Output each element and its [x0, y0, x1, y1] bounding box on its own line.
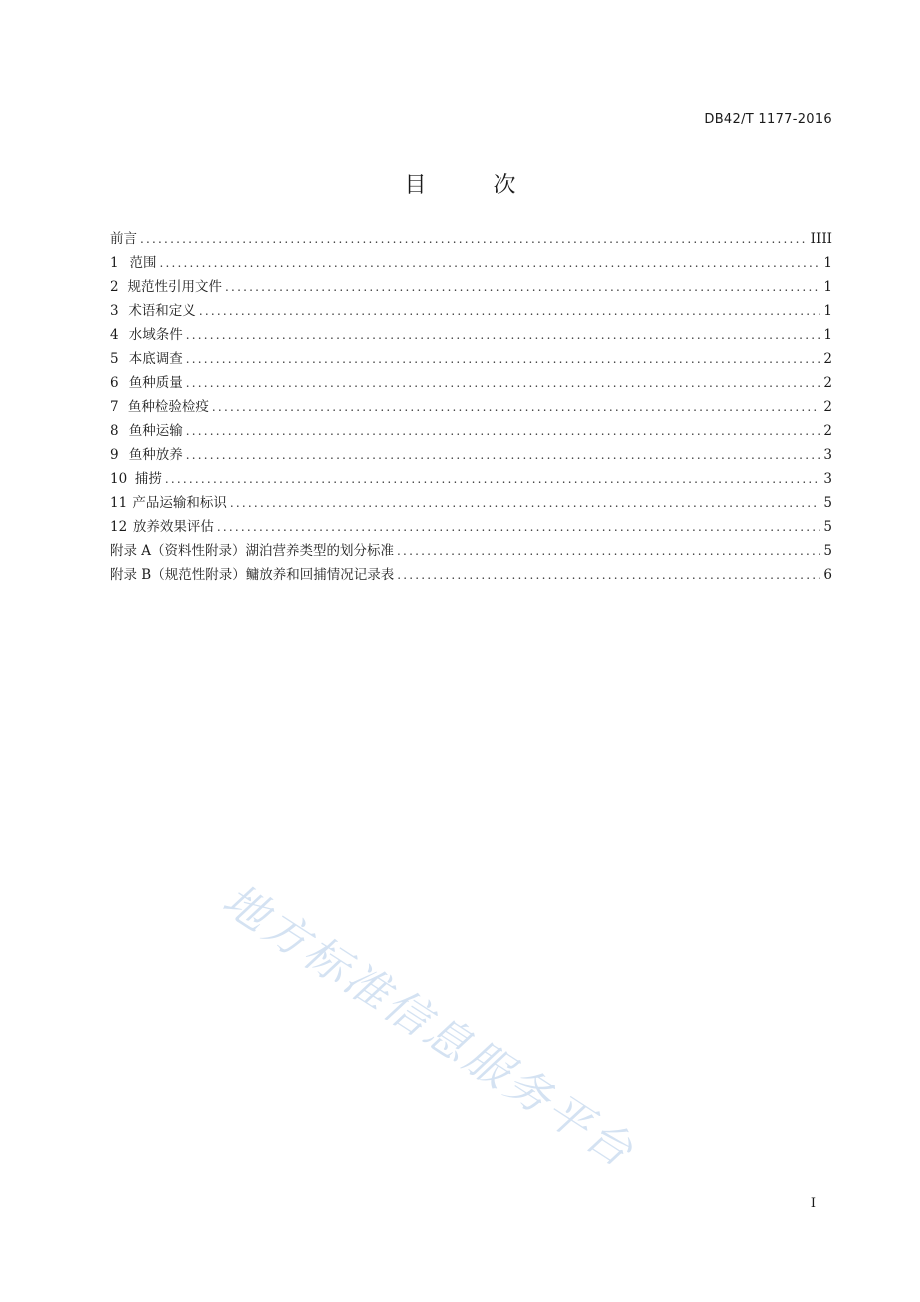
toc-entry-8[interactable]: [110, 419, 832, 443]
toc-entry-label: 规范性引用文件: [127, 279, 223, 295]
toc-leader-dots: [165, 467, 821, 491]
toc-entry-12[interactable]: [110, 515, 832, 539]
toc-entry-11[interactable]: [110, 491, 832, 515]
toc-entry-number: 12: [110, 519, 128, 535]
toc-entry-page: 2: [823, 375, 832, 391]
toc-entry-page: 2: [823, 399, 832, 415]
toc-entry-number: 4: [110, 327, 119, 343]
toc-entry-page: 1: [823, 255, 832, 271]
toc-entry-label: 范围: [129, 255, 157, 271]
toc-entry-page: 6: [823, 567, 832, 583]
page-number: I: [810, 1196, 816, 1211]
toc-entry-appendix-a[interactable]: [110, 539, 832, 563]
toc-entry-page: 2: [823, 423, 832, 439]
toc-leader-dots: [186, 443, 821, 467]
toc-entry-label: 本底调查: [128, 351, 183, 367]
toc-entry-foreword[interactable]: [110, 227, 832, 251]
toc-entry-number: 10: [110, 471, 128, 487]
toc-entry-7[interactable]: [110, 395, 832, 419]
toc-entry-label: 前言: [110, 231, 137, 247]
toc-entry-page: 1: [823, 279, 832, 295]
toc-entry-number: 11: [110, 495, 128, 511]
toc-leader-dots: [186, 371, 821, 395]
toc-leader-dots: [140, 227, 808, 251]
toc-entry-number: 9: [110, 447, 119, 463]
toc-entry-6[interactable]: [110, 371, 832, 395]
doc-code: DB42/T 1177-2016: [704, 112, 832, 127]
toc-entry-page: IIII: [810, 231, 832, 247]
table-of-contents: [110, 227, 832, 587]
toc-entry-number: 2: [110, 279, 119, 295]
toc-entry-label: 附录 A（资料性附录）湖泊营养类型的划分标准: [110, 543, 395, 559]
toc-entry-number: 7: [110, 399, 119, 415]
toc-entry-page: 3: [823, 447, 832, 463]
toc-entry-page: 1: [823, 327, 832, 343]
toc-entry-4[interactable]: [110, 323, 832, 347]
toc-entry-label: 放养效果评估: [132, 519, 214, 535]
toc-leader-dots: [186, 347, 821, 371]
toc-leader-dots: [397, 539, 820, 563]
toc-entry-appendix-b[interactable]: [110, 563, 832, 587]
toc-entry-label: 产品运输和标识: [132, 495, 227, 511]
toc-entry-label: 术语和定义: [128, 303, 196, 319]
toc-entry-1[interactable]: [110, 251, 832, 275]
toc-entry-9[interactable]: [110, 443, 832, 467]
toc-leader-dots: [230, 491, 821, 515]
toc-entry-page: 2: [823, 351, 832, 367]
page-title: 目 次: [404, 173, 546, 198]
toc-entry-label: 附录 B（规范性附录）鳙放养和回捕情况记录表: [110, 567, 395, 583]
watermark: 地方标准信息服务平台: [213, 874, 644, 1179]
toc-entry-label: 捕捞: [134, 471, 162, 487]
toc-entry-10[interactable]: [110, 467, 832, 491]
toc-entry-3[interactable]: [110, 299, 832, 323]
toc-entry-number: 8: [110, 423, 119, 439]
toc-entry-5[interactable]: [110, 347, 832, 371]
toc-entry-page: 1: [823, 303, 832, 319]
toc-leader-dots: [199, 299, 821, 323]
toc-entry-label: 鱼种运输: [128, 423, 183, 439]
toc-entry-number: 5: [110, 351, 119, 367]
toc-entry-page: 5: [823, 519, 832, 535]
toc-leader-dots: [159, 251, 820, 275]
toc-entry-page: 3: [823, 471, 832, 487]
toc-entry-page: 5: [823, 543, 832, 559]
toc-entry-number: 1: [110, 255, 119, 271]
toc-entry-label: 水域条件: [128, 327, 183, 343]
toc-leader-dots: [186, 419, 821, 443]
toc-leader-dots: [217, 515, 821, 539]
toc-leader-dots: [397, 563, 820, 587]
toc-entry-2[interactable]: [110, 275, 832, 299]
toc-entry-label: 鱼种质量: [128, 375, 183, 391]
toc-entry-label: 鱼种放养: [128, 447, 183, 463]
toc-entry-number: 6: [110, 375, 119, 391]
toc-leader-dots: [225, 275, 820, 299]
toc-leader-dots: [212, 395, 820, 419]
toc-leader-dots: [186, 323, 821, 347]
toc-entry-number: 3: [110, 303, 119, 319]
toc-entry-page: 5: [823, 495, 832, 511]
toc-entry-label: 鱼种检验检疫: [127, 399, 209, 415]
